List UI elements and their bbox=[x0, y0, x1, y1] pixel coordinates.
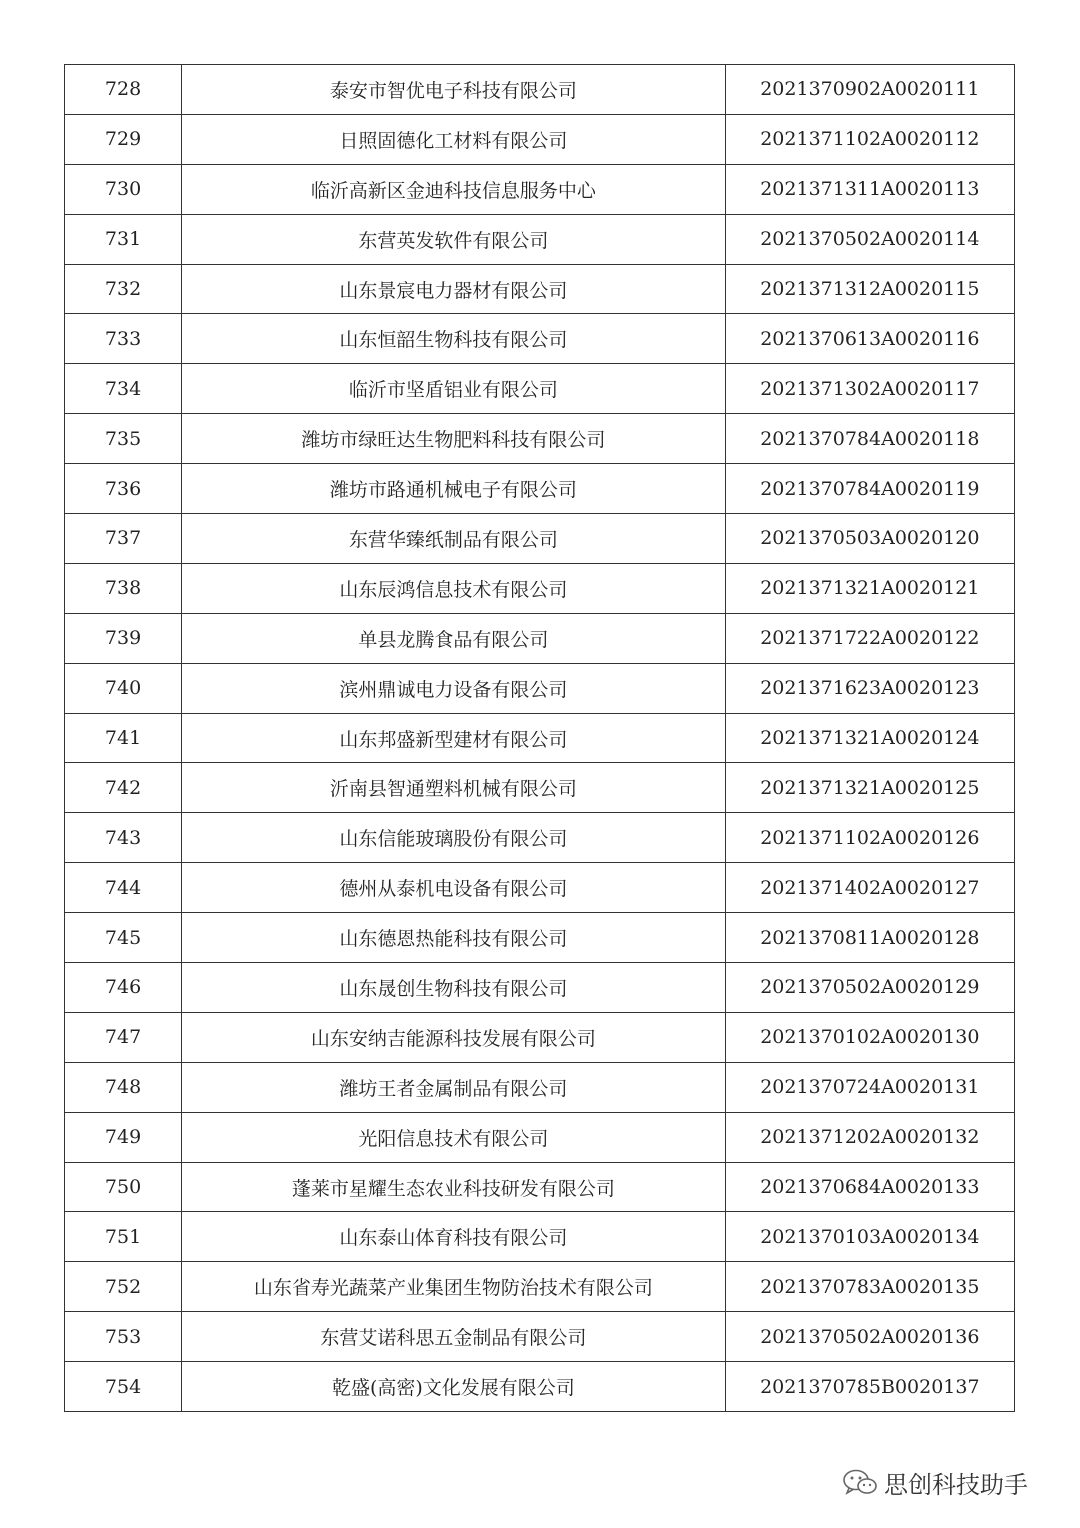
company-name: 东营华臻纸制品有限公司 bbox=[182, 514, 726, 564]
table-row bbox=[65, 1312, 1015, 1362]
registration-code: 2021370684A0020133 bbox=[725, 1162, 1014, 1212]
registration-code: 2021371311A0020113 bbox=[725, 164, 1014, 214]
table-row bbox=[65, 1112, 1015, 1162]
registration-code: 2021371722A0020122 bbox=[725, 613, 1014, 663]
company-name: 蓬莱市星耀生态农业科技研发有限公司 bbox=[182, 1162, 726, 1212]
company-name: 乾盛(高密)文化发展有限公司 bbox=[182, 1362, 726, 1412]
table-row bbox=[65, 514, 1015, 564]
row-number: 732 bbox=[65, 264, 182, 314]
row-number: 734 bbox=[65, 364, 182, 414]
company-name: 日照固德化工材料有限公司 bbox=[182, 114, 726, 164]
registration-code: 2021371202A0020132 bbox=[725, 1112, 1014, 1162]
company-name: 山东省寿光蔬菜产业集团生物防治技术有限公司 bbox=[182, 1262, 726, 1312]
row-number: 748 bbox=[65, 1062, 182, 1112]
table-row bbox=[65, 414, 1015, 464]
row-number: 742 bbox=[65, 763, 182, 813]
company-name: 山东恒韶生物科技有限公司 bbox=[182, 314, 726, 364]
registration-code: 2021370102A0020130 bbox=[725, 1012, 1014, 1062]
registration-code: 2021371321A0020121 bbox=[725, 563, 1014, 613]
company-name: 山东景宸电力器材有限公司 bbox=[182, 264, 726, 314]
company-name: 潍坊市路通机械电子有限公司 bbox=[182, 464, 726, 514]
table-row bbox=[65, 1362, 1015, 1412]
table-row bbox=[65, 863, 1015, 913]
row-number: 747 bbox=[65, 1012, 182, 1062]
registration-code: 2021370503A0020120 bbox=[725, 514, 1014, 564]
registration-code: 2021370502A0020136 bbox=[725, 1312, 1014, 1362]
registration-code: 2021371321A0020124 bbox=[725, 713, 1014, 763]
registration-code: 2021370811A0020128 bbox=[725, 913, 1014, 963]
table-row bbox=[65, 613, 1015, 663]
company-name: 山东信能玻璃股份有限公司 bbox=[182, 813, 726, 863]
registration-code: 2021371623A0020123 bbox=[725, 663, 1014, 713]
registration-code: 2021370724A0020131 bbox=[725, 1062, 1014, 1112]
row-number: 736 bbox=[65, 464, 182, 514]
registration-code: 2021370902A0020111 bbox=[725, 65, 1014, 115]
row-number: 754 bbox=[65, 1362, 182, 1412]
table-row bbox=[65, 563, 1015, 613]
row-number: 749 bbox=[65, 1112, 182, 1162]
company-name: 德州从泰机电设备有限公司 bbox=[182, 863, 726, 913]
table-row bbox=[65, 963, 1015, 1013]
table-body bbox=[65, 65, 1015, 1412]
table-row bbox=[65, 164, 1015, 214]
table-row bbox=[65, 763, 1015, 813]
row-number: 751 bbox=[65, 1212, 182, 1262]
table-row bbox=[65, 114, 1015, 164]
company-name: 单县龙腾食品有限公司 bbox=[182, 613, 726, 663]
company-name: 山东晟创生物科技有限公司 bbox=[182, 963, 726, 1013]
table-row bbox=[65, 314, 1015, 364]
table-row bbox=[65, 813, 1015, 863]
table-row bbox=[65, 713, 1015, 763]
wechat-icon bbox=[842, 1468, 878, 1496]
company-name: 山东邦盛新型建材有限公司 bbox=[182, 713, 726, 763]
watermark-text: 思创科技助手 bbox=[884, 1470, 1028, 1499]
company-name: 泰安市智优电子科技有限公司 bbox=[182, 65, 726, 115]
registration-code: 2021370785B0020137 bbox=[725, 1362, 1014, 1412]
registration-code: 2021371102A0020112 bbox=[725, 114, 1014, 164]
registration-code: 2021370783A0020135 bbox=[725, 1262, 1014, 1312]
company-name: 山东安纳吉能源科技发展有限公司 bbox=[182, 1012, 726, 1062]
company-name: 山东辰鸿信息技术有限公司 bbox=[182, 563, 726, 613]
company-name: 东营艾诺科思五金制品有限公司 bbox=[182, 1312, 726, 1362]
company-name: 潍坊王者金属制品有限公司 bbox=[182, 1062, 726, 1112]
company-name: 山东泰山体育科技有限公司 bbox=[182, 1212, 726, 1262]
registration-code: 2021370502A0020114 bbox=[725, 214, 1014, 264]
row-number: 753 bbox=[65, 1312, 182, 1362]
row-number: 738 bbox=[65, 563, 182, 613]
row-number: 737 bbox=[65, 514, 182, 564]
table-row bbox=[65, 264, 1015, 314]
row-number: 728 bbox=[65, 65, 182, 115]
company-name: 临沂高新区金迪科技信息服务中心 bbox=[182, 164, 726, 214]
row-number: 735 bbox=[65, 414, 182, 464]
table-row bbox=[65, 1162, 1015, 1212]
row-number: 752 bbox=[65, 1262, 182, 1312]
row-number: 746 bbox=[65, 963, 182, 1013]
row-number: 740 bbox=[65, 663, 182, 713]
row-number: 743 bbox=[65, 813, 182, 863]
row-number: 750 bbox=[65, 1162, 182, 1212]
row-number: 733 bbox=[65, 314, 182, 364]
registration-code: 2021370502A0020129 bbox=[725, 963, 1014, 1013]
registration-code: 2021371102A0020126 bbox=[725, 813, 1014, 863]
registration-code: 2021371321A0020125 bbox=[725, 763, 1014, 813]
company-name: 潍坊市绿旺达生物肥料科技有限公司 bbox=[182, 414, 726, 464]
registration-code: 2021370784A0020119 bbox=[725, 464, 1014, 514]
row-number: 745 bbox=[65, 913, 182, 963]
row-number: 730 bbox=[65, 164, 182, 214]
table-row bbox=[65, 65, 1015, 115]
table-row bbox=[65, 1012, 1015, 1062]
registration-code: 2021371302A0020117 bbox=[725, 364, 1014, 414]
table-row bbox=[65, 1062, 1015, 1112]
registration-code: 2021371402A0020127 bbox=[725, 863, 1014, 913]
table-row bbox=[65, 1262, 1015, 1312]
watermark bbox=[842, 1462, 1028, 1502]
company-name: 山东德恩热能科技有限公司 bbox=[182, 913, 726, 963]
table-row bbox=[65, 1212, 1015, 1262]
company-name: 滨州鼎诚电力设备有限公司 bbox=[182, 663, 726, 713]
company-name: 光阳信息技术有限公司 bbox=[182, 1112, 726, 1162]
company-name: 沂南县智通塑料机械有限公司 bbox=[182, 763, 726, 813]
row-number: 741 bbox=[65, 713, 182, 763]
table-row bbox=[65, 663, 1015, 713]
registration-code: 2021370103A0020134 bbox=[725, 1212, 1014, 1262]
company-name: 东营英发软件有限公司 bbox=[182, 214, 726, 264]
row-number: 729 bbox=[65, 114, 182, 164]
table-row bbox=[65, 364, 1015, 414]
table-row bbox=[65, 913, 1015, 963]
table-row bbox=[65, 214, 1015, 264]
registration-code: 2021370613A0020116 bbox=[725, 314, 1014, 364]
table-row bbox=[65, 464, 1015, 514]
row-number: 731 bbox=[65, 214, 182, 264]
registration-code: 2021370784A0020118 bbox=[725, 414, 1014, 464]
row-number: 739 bbox=[65, 613, 182, 663]
company-name: 临沂市坚盾铝业有限公司 bbox=[182, 364, 726, 414]
company-list-table bbox=[64, 64, 1015, 1412]
registration-code: 2021371312A0020115 bbox=[725, 264, 1014, 314]
row-number: 744 bbox=[65, 863, 182, 913]
